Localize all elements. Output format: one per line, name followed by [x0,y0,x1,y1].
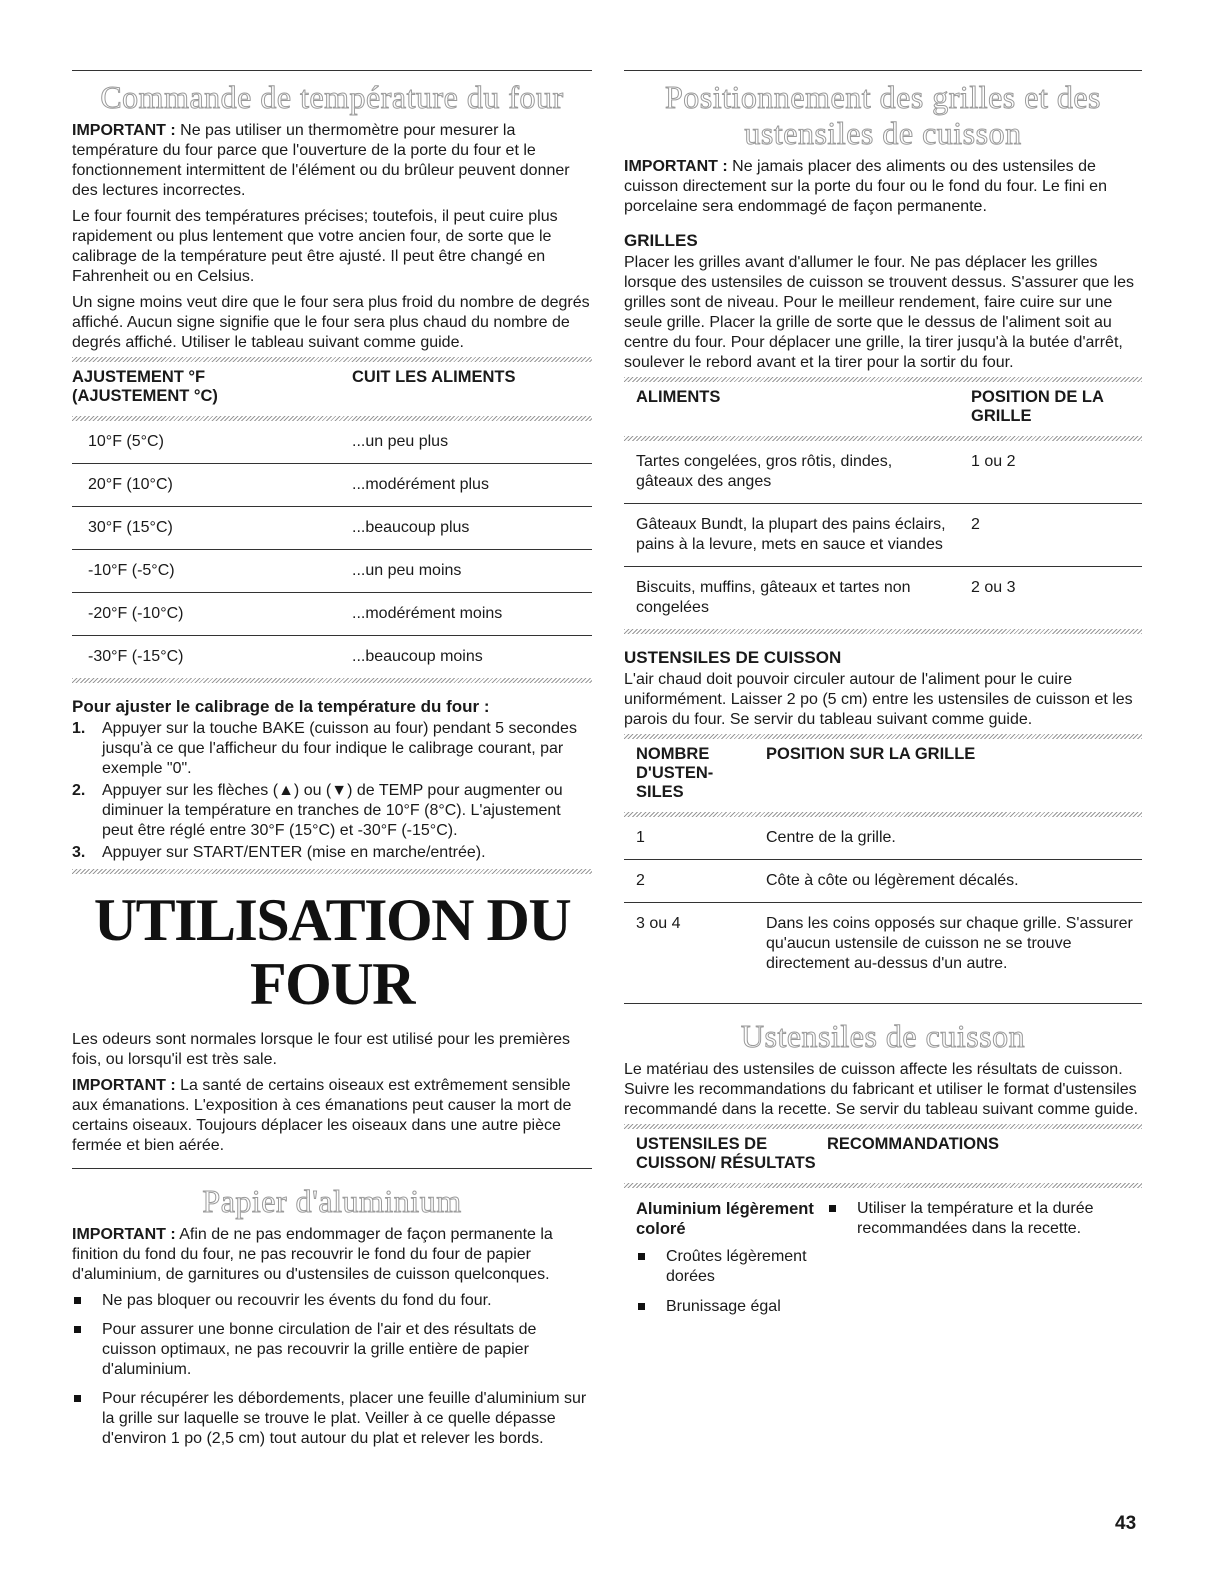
count-cell: 3 ou 4 [636,915,681,932]
list-item [72,1320,592,1380]
use-paragraph-1: Les odeurs sont normales lorsque le four est utilisé pour les premières fois, ou lorsqu'il est très sale. [72,1031,571,1068]
foil-bullets [72,1291,592,1449]
bullet-text: Croûtes légèrement dorées [666,1248,807,1285]
pan-count-table [624,739,1142,985]
list-item [72,843,592,863]
bullet-text: Pour assurer une bonne circulation de l'air et des résultats de cuisson optimaux, ne pas recouvrir la grille entière de papier d'aluminium. [102,1321,537,1378]
position-cell: 1 ou 2 [971,441,1142,504]
bullet-text: Ne pas bloquer ou recouvrir les évents du fond du four. [102,1292,492,1309]
important-label: IMPORTANT : [72,122,176,139]
rack-section-title: Positionnement des grilles et des ustensiles de cuisson [665,79,1101,151]
adj-cell: 30°F (15°C) [72,507,352,550]
cookware-paragraph: Le matériau des ustensiles de cuisson affecte les résultats de cuisson. Suivre les recommandations du fabricant et utiliser le format d'ustensiles recommandé dans la recette. Se servir du tableau suivant comme guide. [624,1061,1139,1118]
racks-heading: GRILLES [624,231,698,250]
racks-paragraph: Placer les grilles avant d'allumer le four. Ne pas déplacer les grilles lorsque des ustensiles de cuisson se trouvent dessus. S'assurer que les grilles sont de niveau. Pour le meilleur rendement, faire cuire sur une seule grille. Placer la grille de sorte que le dessus de l'aliment soit au centre du four. Pour déplacer une grille, la tirer jusqu'à la butée d'arrêt, soulever le rebord avant et la tirer pour la sortir du four. [624,254,1134,371]
list-item [636,1247,821,1287]
food-cell: Gâteaux Bundt, la plupart des pains éclairs, pains à la levure, mets en sauce et viandes [624,504,971,567]
table-row [72,550,592,593]
page-number: 43 [1115,1513,1137,1534]
step-text: Appuyer sur START/ENTER (mise en marche/entrée). [102,844,486,861]
result-cell: ...un peu moins [352,550,592,593]
bakeware-heading: USTENSILES DE CUISSON [624,648,842,667]
table-row [624,567,1142,630]
temp-paragraph-2: Le four fournit des températures précises; toutefois, il peut cuire plus rapidement ou plus lentement que votre ancien four, de sorte que le calibrage de la température peut être ajusté. Il peut être changé en Fahrenheit ou en Celsius. [72,208,558,285]
table-row [72,507,592,550]
food-cell: Biscuits, muffins, gâteaux et tartes non congelées [636,579,911,616]
table-row [624,860,1142,903]
position-cell: 2 ou 3 [971,579,1016,596]
table-bottom-hatch [624,629,1142,634]
table-row [624,1188,1142,1338]
left-column [72,70,592,1458]
bullet-icon [74,1326,81,1333]
adj-cell: 20°F (10°C) [72,464,352,507]
cookware-cell [624,1188,827,1338]
food-cell: Tartes congelées, gros rôtis, dindes, gâteaux des anges [624,441,971,504]
oven-use-title: UTILISATION DU FOUR [93,887,571,1017]
use-paragraph-2 [72,1076,592,1156]
adj-cell: -10°F (-5°C) [72,550,352,593]
cookware-name: Aluminium légèrement coloré [636,1200,814,1238]
bullet-text: Pour récupérer les débordements, placer une feuille d'aluminium sur la grille sur laquelle se trouve le plat. Veiller à ce quelle dépasse d'environ 1 po (2,5 cm) tout autour du plat et relever les bords. [102,1390,587,1447]
position-cell: 2 [971,504,1142,567]
list-item [72,781,592,841]
rack-position-cell: Côte à côte ou légèrement décalés. [766,860,1142,903]
table-row [72,636,592,679]
section-rule [624,70,1142,71]
adjustment-table [72,362,592,678]
adj-header-c: (AJUSTEMENT °C) [72,387,218,405]
step-number: 3. [72,844,86,861]
food-position-table [624,382,1142,629]
adj-header-f: AJUSTEMENT °F [72,368,206,386]
bullet-icon [829,1205,836,1212]
step-text: Appuyer sur la touche BAKE (cuisson au four) pendant 5 secondes jusqu'à ce que l'afficheur du four indique le calibrage courant, par exemple "0". [102,720,577,777]
recommendation-header: RECOMMANDATIONS [827,1135,1000,1153]
adj-cell: -20°F (-10°C) [72,593,352,636]
foil-section-title: Papier d'aluminium [202,1183,462,1219]
recommendation-cell [827,1188,1142,1338]
cookware-table [624,1129,1142,1338]
section-rule [624,1003,1142,1004]
rack-position-header: POSITION SUR LA GRILLE [766,745,976,763]
bullet-text: Utiliser la température et la durée recommandées dans la recette. [857,1200,1094,1237]
list-item [72,719,592,779]
rack-position-cell: Dans les coins opposés sur chaque grille. S'assurer qu'aucun ustensile de cuisson ne se trouve directement au-dessus d'un autre. [766,915,1133,972]
list-item [72,1291,592,1311]
table-row [72,421,592,464]
adj-header [72,362,352,416]
result-cell: ...modérément plus [352,464,592,507]
result-bullets [636,1247,821,1317]
count-header: NOMBRE D'USTEN-SILES [636,745,714,801]
food-header: ALIMENTS [636,388,721,406]
cookware-header: USTENSILES DE CUISSON/ RÉSULTATS [636,1135,816,1172]
table-row [624,903,1142,986]
section-rule [72,70,592,71]
foil-p1-text: Afin de ne pas endommager de façon permanente la finition du fond du four, ne pas recouvrir le fond du four de papier d'aluminium, de garnitures ou d'ustensiles de cuisson quelconques. [72,1226,553,1283]
table-row [72,464,592,507]
temp-paragraph-1 [72,121,592,201]
bullet-icon [638,1303,645,1310]
section-hatch [72,869,592,874]
position-header: POSITION DE LA GRILLE [971,388,1104,425]
step-number: 2. [72,782,86,799]
use-p2-text: La santé de certains oiseaux est extrêmement sensible aux émanations. L'exposition à ces émanations peut causer la mort de certains oiseaux. Toujours déplacer les oiseaux dans une autre pièce fermée et bien aérée. [72,1077,572,1154]
count-cell: 2 [624,860,766,903]
result-cell: ...beaucoup moins [352,648,483,665]
table-row [624,504,1142,567]
rack-p1-text: Ne jamais placer des aliments ou des ustensiles de cuisson directement sur la porte du four ou le fond du four. Le fini en porcelaine sera endommagé de façon permanente. [624,158,1107,215]
important-label: IMPORTANT : [72,1226,176,1243]
count-cell: 1 [624,817,766,860]
bullet-icon [74,1395,81,1402]
list-item [827,1199,1142,1239]
step-text: Appuyer sur les flèches (▲) ou (▼) de TEMP pour augmenter ou diminuer la température en tranches de 10°F (8°C). L'ajustement peut être réglé entre 30°F (15°C) et -30°F (-15°C). [102,782,563,839]
bakeware-paragraph: L'air chaud doit pouvoir circuler autour de l'aliment pour le cuire uniformément. Laisser 2 po (5 cm) entre les ustensiles de cuisson et les parois du four. Se servir du tableau suivant comme guide. [624,671,1133,728]
foil-paragraph-1 [72,1225,592,1285]
calibration-steps [72,719,592,863]
result-cell: ...modérément moins [352,593,592,636]
list-item [636,1297,821,1317]
calibration-heading: Pour ajuster le calibrage de la température du four : [72,697,490,716]
result-cell: ...un peu plus [352,421,592,464]
cookware-section-title: Ustensiles de cuisson [740,1018,1026,1054]
temp-paragraph-3: Un signe moins veut dire que le four sera plus froid du nombre de degrés affiché. Aucun signe signifie que le four sera plus chaud du nombre de degrés affiché. Utiliser le tableau suivant comme guide. [72,294,590,351]
result-header: CUIT LES ALIMENTS [352,368,516,386]
list-item [72,1389,592,1449]
temp-section-title: Commande de température du four [100,79,564,115]
step-number: 1. [72,720,86,737]
table-row [624,441,1142,504]
bullet-icon [638,1253,645,1260]
result-cell: ...beaucoup plus [352,507,592,550]
important-label: IMPORTANT : [624,158,728,175]
temp-p1-text: Ne pas utiliser un thermomètre pour mesurer la température du four parce que l'ouverture de la porte du four et le fonctionnement intermittent de l'élément ou du brûleur peuvent donner des lectures incorrectes. [72,122,570,199]
table-row [72,593,592,636]
adj-cell: 10°F (5°C) [72,421,352,464]
adj-cell: -30°F (-15°C) [88,648,184,665]
right-column [624,70,1142,1338]
important-label: IMPORTANT : [72,1077,176,1094]
table-bottom-hatch [72,678,592,683]
rack-position-cell: Centre de la grille. [766,817,1142,860]
recommendation-bullets [827,1199,1142,1239]
section-rule [72,1168,592,1169]
bullet-text: Brunissage égal [666,1298,781,1315]
table-row [624,817,1142,860]
bullet-icon [74,1297,81,1304]
rack-paragraph-1 [624,157,1142,217]
